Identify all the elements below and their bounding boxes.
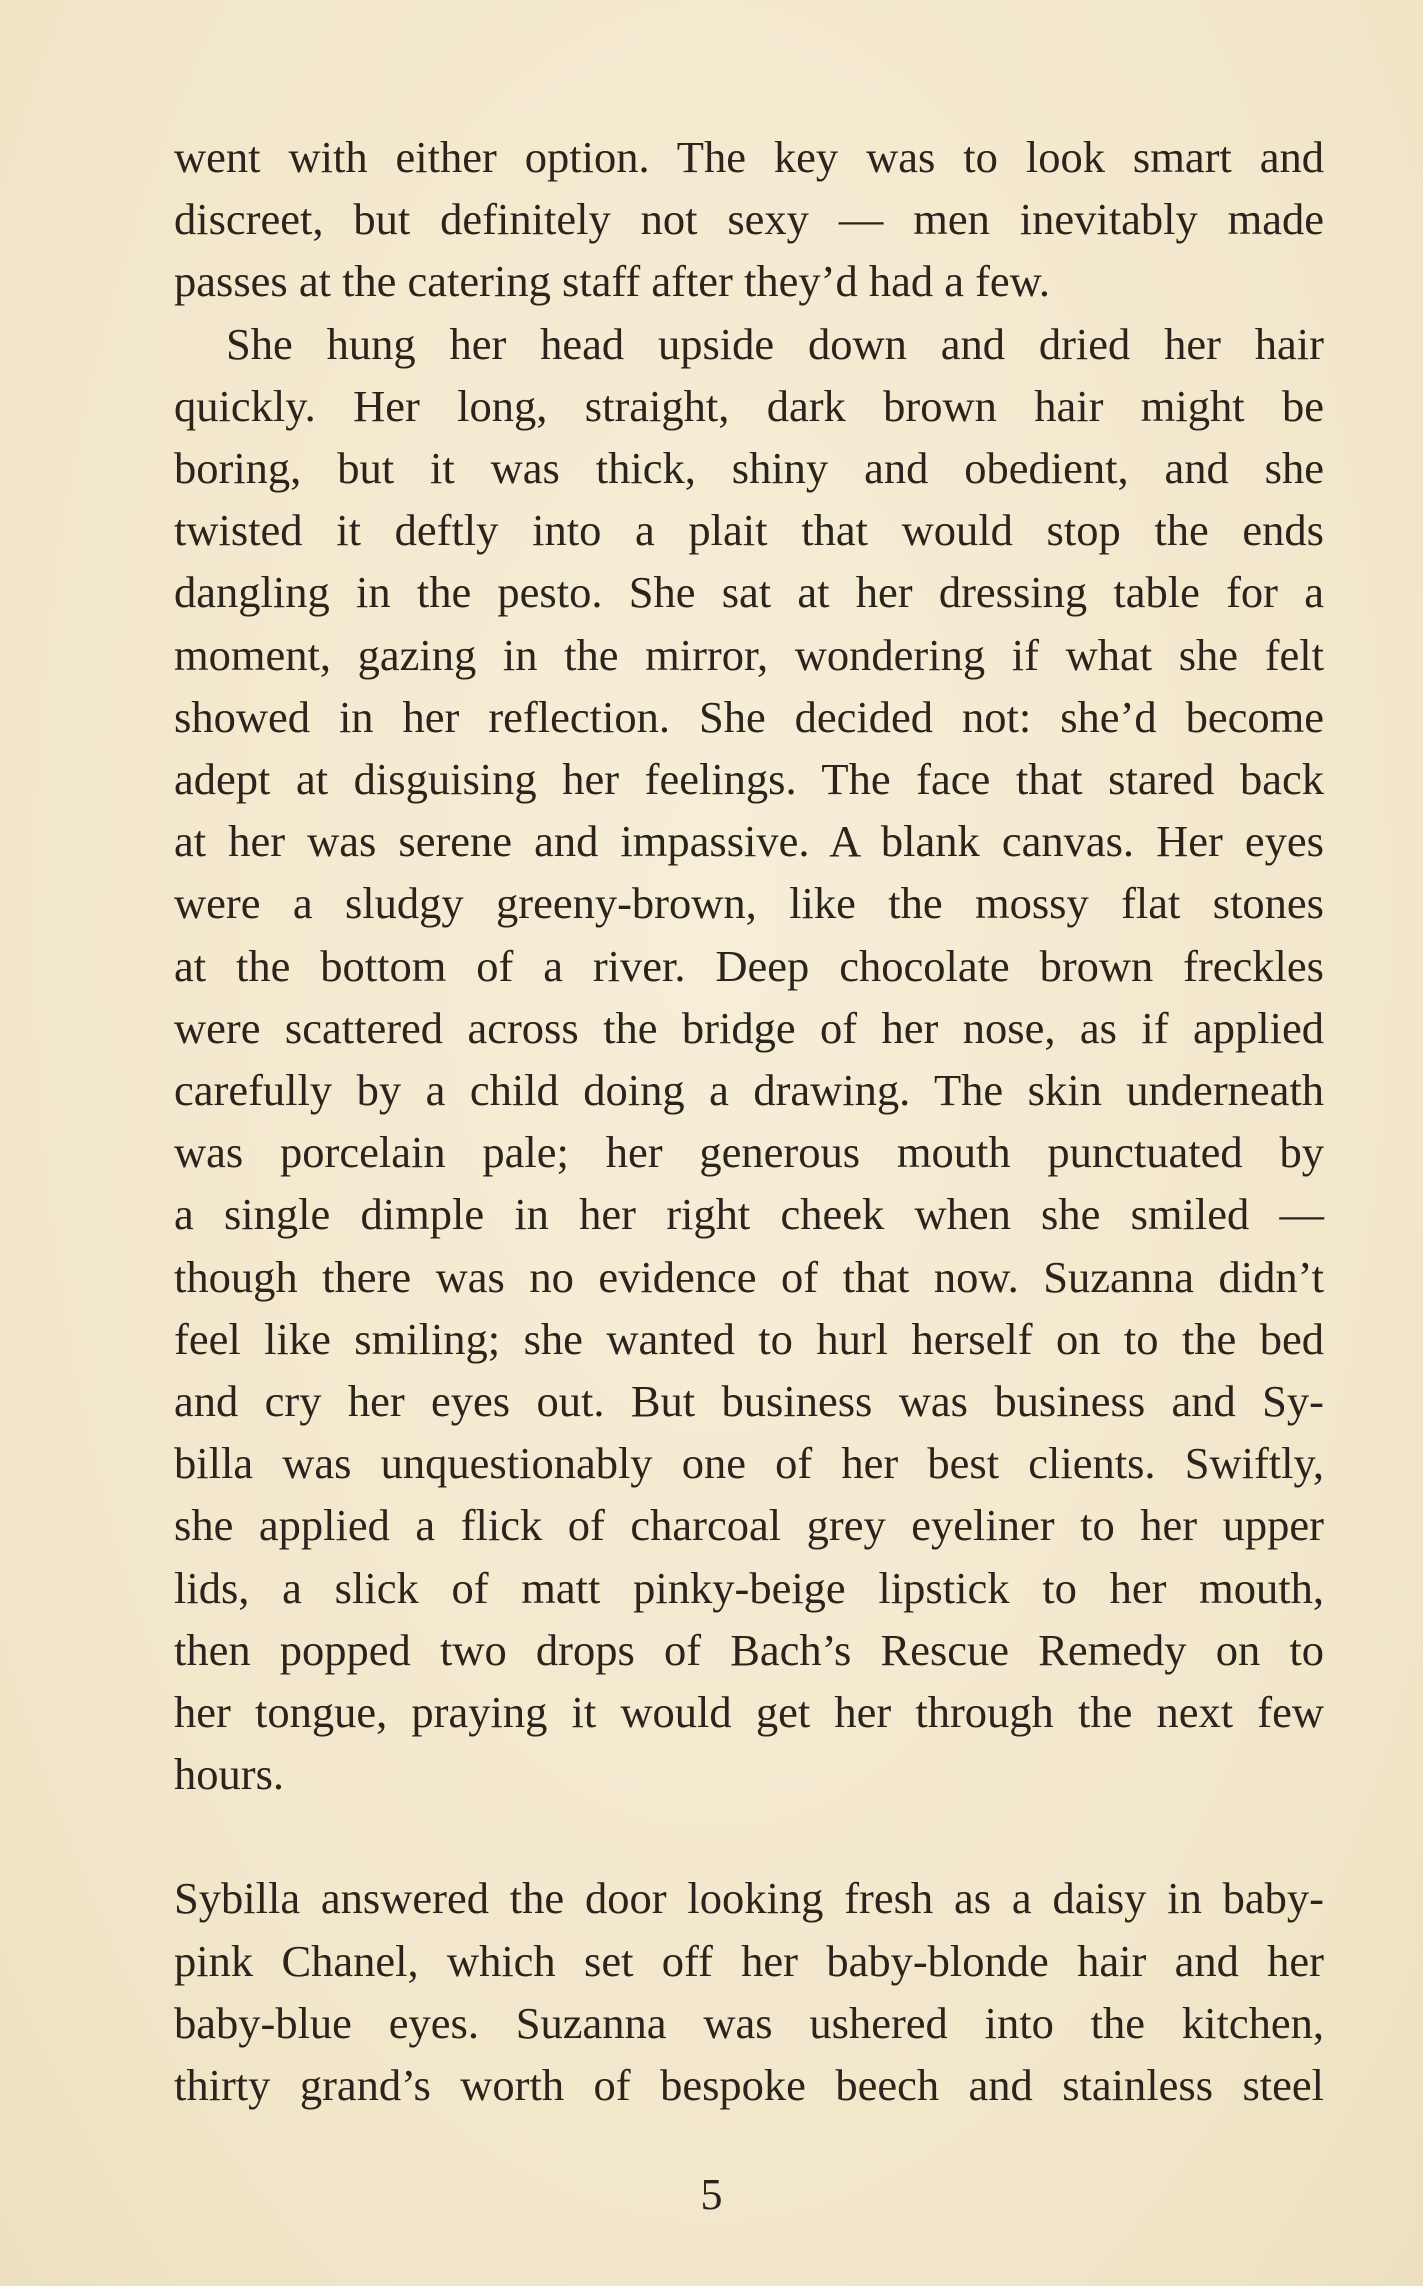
text-line: though there was no evidence of that now. Suzanna didn’t xyxy=(174,1251,1324,1302)
text-line: thirty grand’s worth of bespoke beech and stainless steel xyxy=(174,2060,1324,2111)
text-line: dangling in the pesto. She sat at her dressing table for a xyxy=(174,567,1324,618)
text-line: billa was unquestionably one of her best clients. Swiftly, xyxy=(174,1438,1324,1489)
text-line: hours. xyxy=(174,1749,285,1800)
text-line: Sybilla answered the door looking fresh as a daisy in baby- xyxy=(174,1873,1324,1924)
text-line: were a sludgy greeny-brown, like the mossy flat stones xyxy=(174,878,1324,929)
paragraph-2 xyxy=(174,313,1324,1806)
text-line: she applied a flick of charcoal grey eyeliner to her upper xyxy=(174,1500,1324,1551)
text-line: passes at the catering staff after they’d had a few. xyxy=(174,256,1051,307)
text-line: were scattered across the bridge of her nose, as if applied xyxy=(174,1002,1324,1053)
paragraph-3 xyxy=(174,1867,1324,2116)
section-break xyxy=(174,1805,1324,1867)
text-line: her tongue, praying it would get her through the next few xyxy=(174,1687,1324,1738)
text-line: carefully by a child doing a drawing. The skin underneath xyxy=(174,1065,1324,1116)
text-line: baby-blue eyes. Suzanna was ushered into the kitchen, xyxy=(174,1997,1324,2048)
text-line: was porcelain pale; her generous mouth punctuated by xyxy=(174,1127,1324,1178)
page-number: 5 xyxy=(700,2170,723,2219)
text-line: quickly. Her long, straight, dark brown hair might be xyxy=(174,380,1324,431)
text-line: lids, a slick of matt pinky-beige lipstick to her mouth, xyxy=(174,1562,1324,1613)
text-line: adept at disguising her feelings. The face that stared back xyxy=(174,754,1324,805)
body-text xyxy=(174,126,1324,2116)
text-line: at her was serene and impassive. A blank canvas. Her eyes xyxy=(174,816,1324,867)
text-line: a single dimple in her right cheek when she smiled — xyxy=(174,1189,1324,1240)
text-line: moment, gazing in the mirror, wondering if what she felt xyxy=(174,629,1324,680)
text-line: twisted it deftly into a plait that would stop the ends xyxy=(174,505,1324,556)
text-line: feel like smiling; she wanted to hurl herself on to the bed xyxy=(174,1313,1324,1364)
text-line: at the bottom of a river. Deep chocolate brown freckles xyxy=(174,940,1324,991)
paragraph-1 xyxy=(174,126,1324,313)
text-line: pink Chanel, which set off her baby-blonde hair and her xyxy=(174,1935,1324,1986)
text-line: and cry her eyes out. But business was business and Sy- xyxy=(174,1376,1324,1427)
text-line: then popped two drops of Bach’s Rescue Remedy on to xyxy=(174,1624,1324,1675)
text-line: went with either option. The key was to look smart and xyxy=(174,132,1324,182)
text-line: showed in her reflection. She decided not: she’d become xyxy=(174,691,1324,742)
text-line: discreet, but definitely not sexy — men inevitably made xyxy=(174,194,1324,245)
text-line: boring, but it was thick, shiny and obedient, and she xyxy=(174,443,1324,494)
text-line: She hung her head upside down and dried her hair xyxy=(226,318,1324,369)
